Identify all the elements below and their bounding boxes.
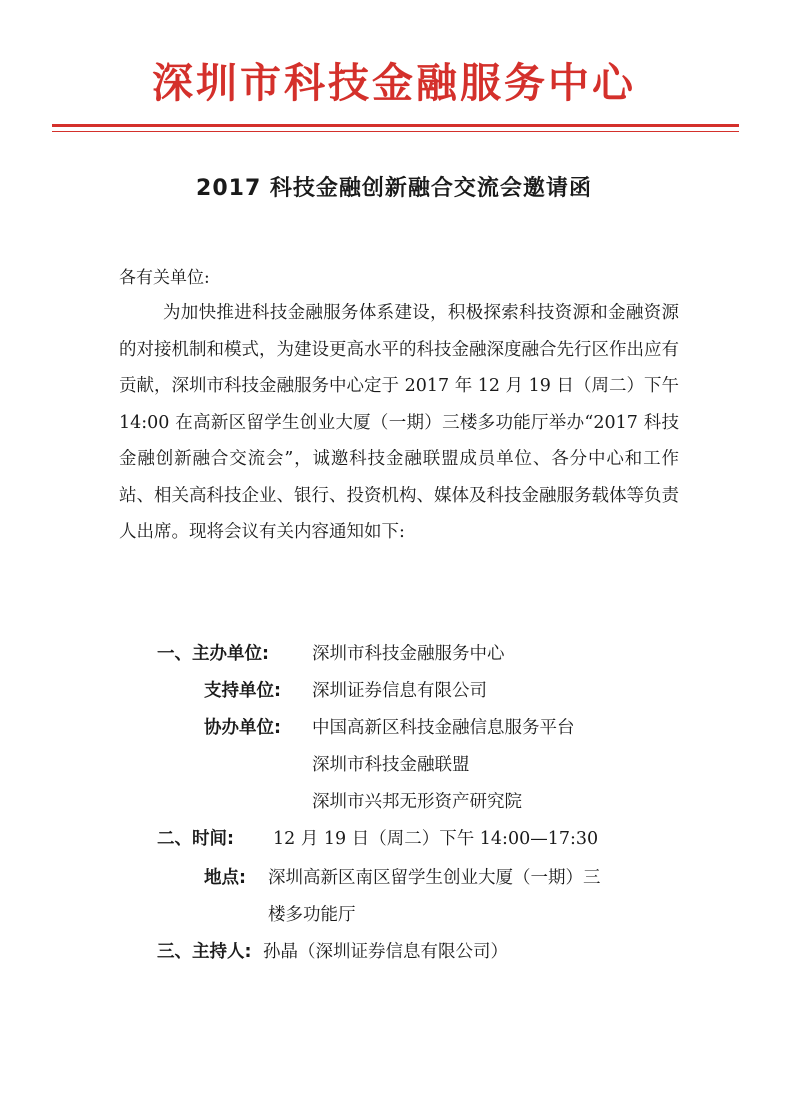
moderator-value: 孙晶（深圳证券信息有限公司） xyxy=(263,942,508,962)
coorganizer-value: 深圳市科技金融联盟 xyxy=(312,755,470,775)
organization-letterhead: 深圳市科技金融服务中心 xyxy=(152,59,636,107)
host-label: 一、主办单位: xyxy=(157,644,269,664)
moderator-row xyxy=(157,938,508,963)
host-value: 深圳市科技金融服务中心 xyxy=(312,644,505,664)
document-title: 2017 科技金融创新融合交流会邀请函 xyxy=(196,176,592,201)
coorganizer-row xyxy=(204,714,575,739)
time-label: 二、时间: xyxy=(157,829,234,849)
coorganizer-label: 协办单位: xyxy=(204,718,281,738)
support-label: 支持单位: xyxy=(204,681,281,701)
salutation: 各有关单位: xyxy=(119,268,210,288)
body-paragraph: 为加快推进科技金融服务体系建设，积极探索科技资源和金融资源的对接机制和模式，为建设更高水平的科技金融深度融合先行区作出应有贡献，深圳市科技金融服务中心定于 2017 年 12 月 19 日（周二）下午 14:00 在高新区留学生创业大厦（一期）三楼多功能厅举办“2017 科技金融创新融合交流会”，诚邀科技金融联盟成员单位、各分中心和工作站、相关高科技企业、银行、投资机构、媒体及科技金融服务载体等负责人出席。现将会议有关内容通知如下: xyxy=(119,303,679,542)
support-row xyxy=(204,677,487,702)
letterhead-rule-thick xyxy=(52,124,739,127)
moderator-label: 三、主持人: xyxy=(157,942,252,962)
coorganizer-value: 中国高新区科技金融信息服务平台 xyxy=(312,718,575,738)
support-value: 深圳证券信息有限公司 xyxy=(312,681,487,701)
time-value: 12 月 19 日（周二）下午 14:00—17:30 xyxy=(273,829,599,849)
time-row xyxy=(157,825,599,850)
venue-label: 地点: xyxy=(204,868,246,888)
venue-value-continued: 楼多功能厅 xyxy=(268,905,356,925)
coorganizer-value: 深圳市兴邦无形资产研究院 xyxy=(312,792,522,812)
venue-value: 深圳高新区南区留学生创业大厦（一期）三 xyxy=(268,868,601,888)
letterhead-rule-thin xyxy=(52,131,739,132)
venue-row xyxy=(204,864,601,889)
host-row xyxy=(157,640,505,665)
